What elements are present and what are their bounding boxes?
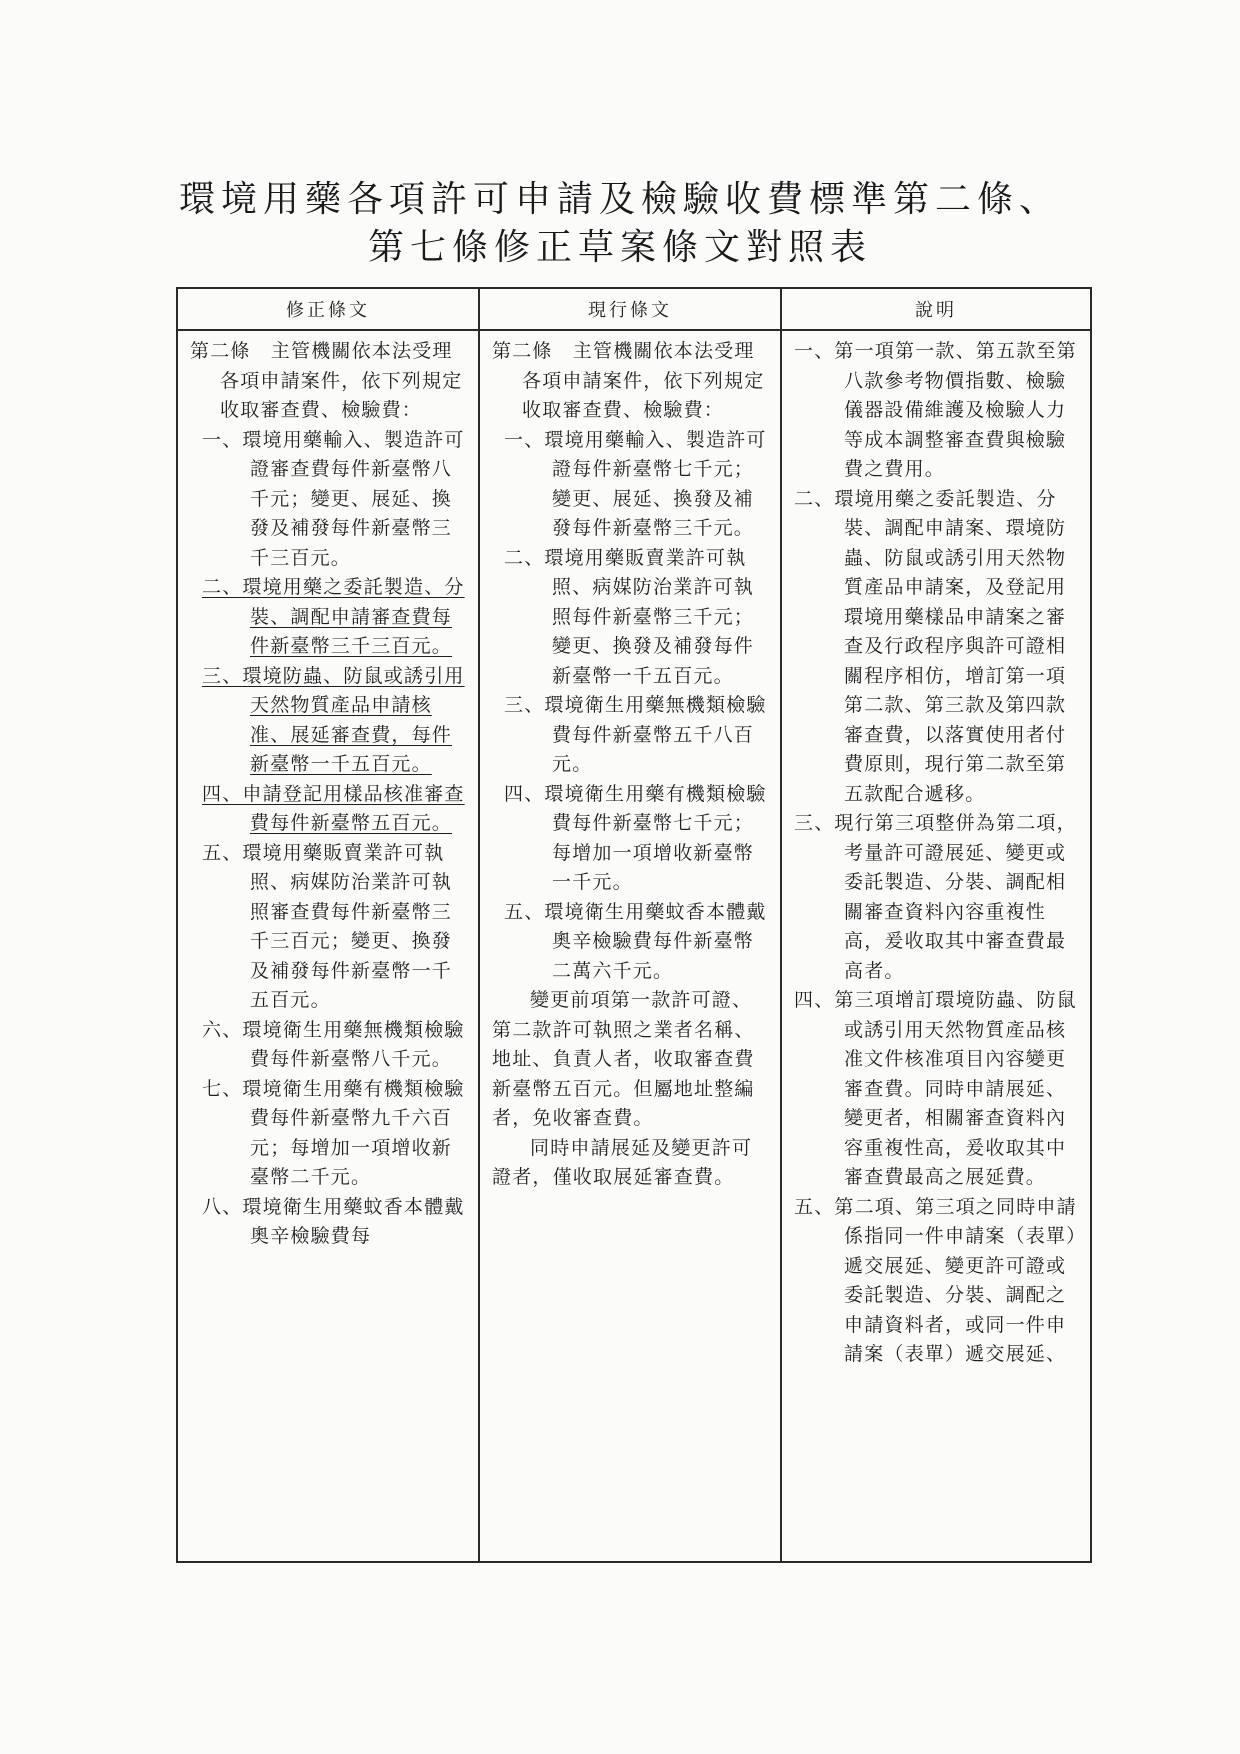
table-header-row [177,288,1091,330]
header-explanation: 說明 [781,288,1091,330]
current-item: 四、環境衛生用藥有機類檢驗費每件新臺幣七千元；每增加一項增收新臺幣一千元。 [504,782,767,893]
amended-item: 一、環境用藥輸入、製造許可證審查費每件新臺幣八千元；變更、展延、換發及補發每件新臺幣三千三百元。 [202,428,465,569]
current-item: 五、環境衛生用藥蚊香本體戴奧辛檢驗費每件新臺幣二萬六千元。 [504,900,767,982]
amended-item: 八、環境衛生用藥蚊香本體戴奧辛檢驗費每 [202,1195,465,1247]
amended-item: 六、環境衛生用藥無機類檢驗費每件新臺幣八千元。 [202,1018,465,1070]
explanation-item: 一、第一項第一款、第五款至第八款參考物價指數、檢驗儀器設備維護及檢驗人力等成本調整審查費與檢驗費之費用。 [794,340,1077,480]
amended-item-new-text: 三、環境防蟲、防鼠或誘引用天然物質產品申請核准、展延審查費，每件新臺幣一千五百元。 [202,664,465,775]
current-article-intro: 第二條 主管機關依本法受理各項申請案件，依下列規定收取審查費、檢驗費： [492,340,765,421]
header-current: 現行條文 [479,288,781,330]
current-item: 一、環境用藥輸入、製造許可證每件新臺幣七千元；變更、展延、換發及補發每件新臺幣三千元。 [504,428,767,539]
document-title-line-1: 環境用藥各項許可申請及檢驗收費標準第二條、 [178,179,1061,220]
amended-column [177,330,479,1562]
amended-item [190,573,470,662]
current-paragraph-3: 同時申請展延及變更許可證者，僅收取展延審查費。 [492,1136,753,1188]
header-amended: 修正條文 [177,288,479,330]
document-title-line-2: 第七條修正草案條文對照表 [367,227,872,268]
current-paragraph-2: 變更前項第一款許可證、第二款許可執照之業者名稱、地址、負責人者，收取審查費新臺幣五百元。但屬地址整編者，免收審查費。 [492,989,755,1129]
amended-item-new-text: 二、環境用藥之委託製造、分裝、調配申請審查費每件新臺幣三千三百元。 [202,576,465,657]
explanation-item: 二、環境用藥之委託製造、分裝、調配申請案、環境防蟲、防鼠或誘引用天然物質產品申請案，及登記用環境用藥樣品申請案之審查及行政程序與許可證相關程序相仿，增訂第一項第二款、第三款及第四款審查費，以落實使用者付費原則，現行第二款至第五款配合遞移。 [794,487,1067,805]
current-item: 三、環境衛生用藥無機類檢驗費每件新臺幣五千八百元。 [504,694,767,775]
explanation-column [781,330,1091,1562]
comparison-table [176,287,1092,1563]
explanation-item: 三、現行第三項整併為第二項，考量許可證展延、變更或委託製造、分裝、調配相關審查資料內容重複性高，爰收取其中審查費最高者。 [794,812,1077,982]
current-column [479,330,781,1562]
amended-item: 五、環境用藥販賣業許可執照、病媒防治業許可執照審查費每件新臺幣三千三百元；變更、換發及補發每件新臺幣一千五百元。 [202,841,453,1011]
current-item: 二、環境用藥販賣業許可執照、病媒防治業許可執照每件新臺幣三千元；變更、換發及補發每件新臺幣一千五百元。 [504,546,755,687]
explanation-item: 四、第三項增訂環境防蟲、防鼠或誘引用天然物質產品核准文件核准項目內容變更審查費。同時申請展延、變更者，相關審查資料內容重複性高，爰收取其中審查費最高之展延費。 [794,989,1077,1188]
explanation-item: 五、第二項、第三項之同時申請係指同一件申請案（表單）遞交展延、變更許可證或委託製造、分裝、調配之申請資料者，或同一件申請案（表單）遞交展延、 [794,1195,1077,1365]
amended-article-intro: 第二條 主管機關依本法受理各項申請案件，依下列規定收取審查費、檢驗費： [190,340,463,421]
table-body-row [177,330,1091,1562]
amended-item [190,780,470,839]
amended-item: 七、環境衛生用藥有機類檢驗費每件新臺幣九千六百元；每增加一項增收新臺幣二千元。 [202,1077,465,1188]
amended-item [190,662,470,780]
amended-item-new-text: 四、申請登記用樣品核准審查費每件新臺幣五百元。 [202,782,465,834]
